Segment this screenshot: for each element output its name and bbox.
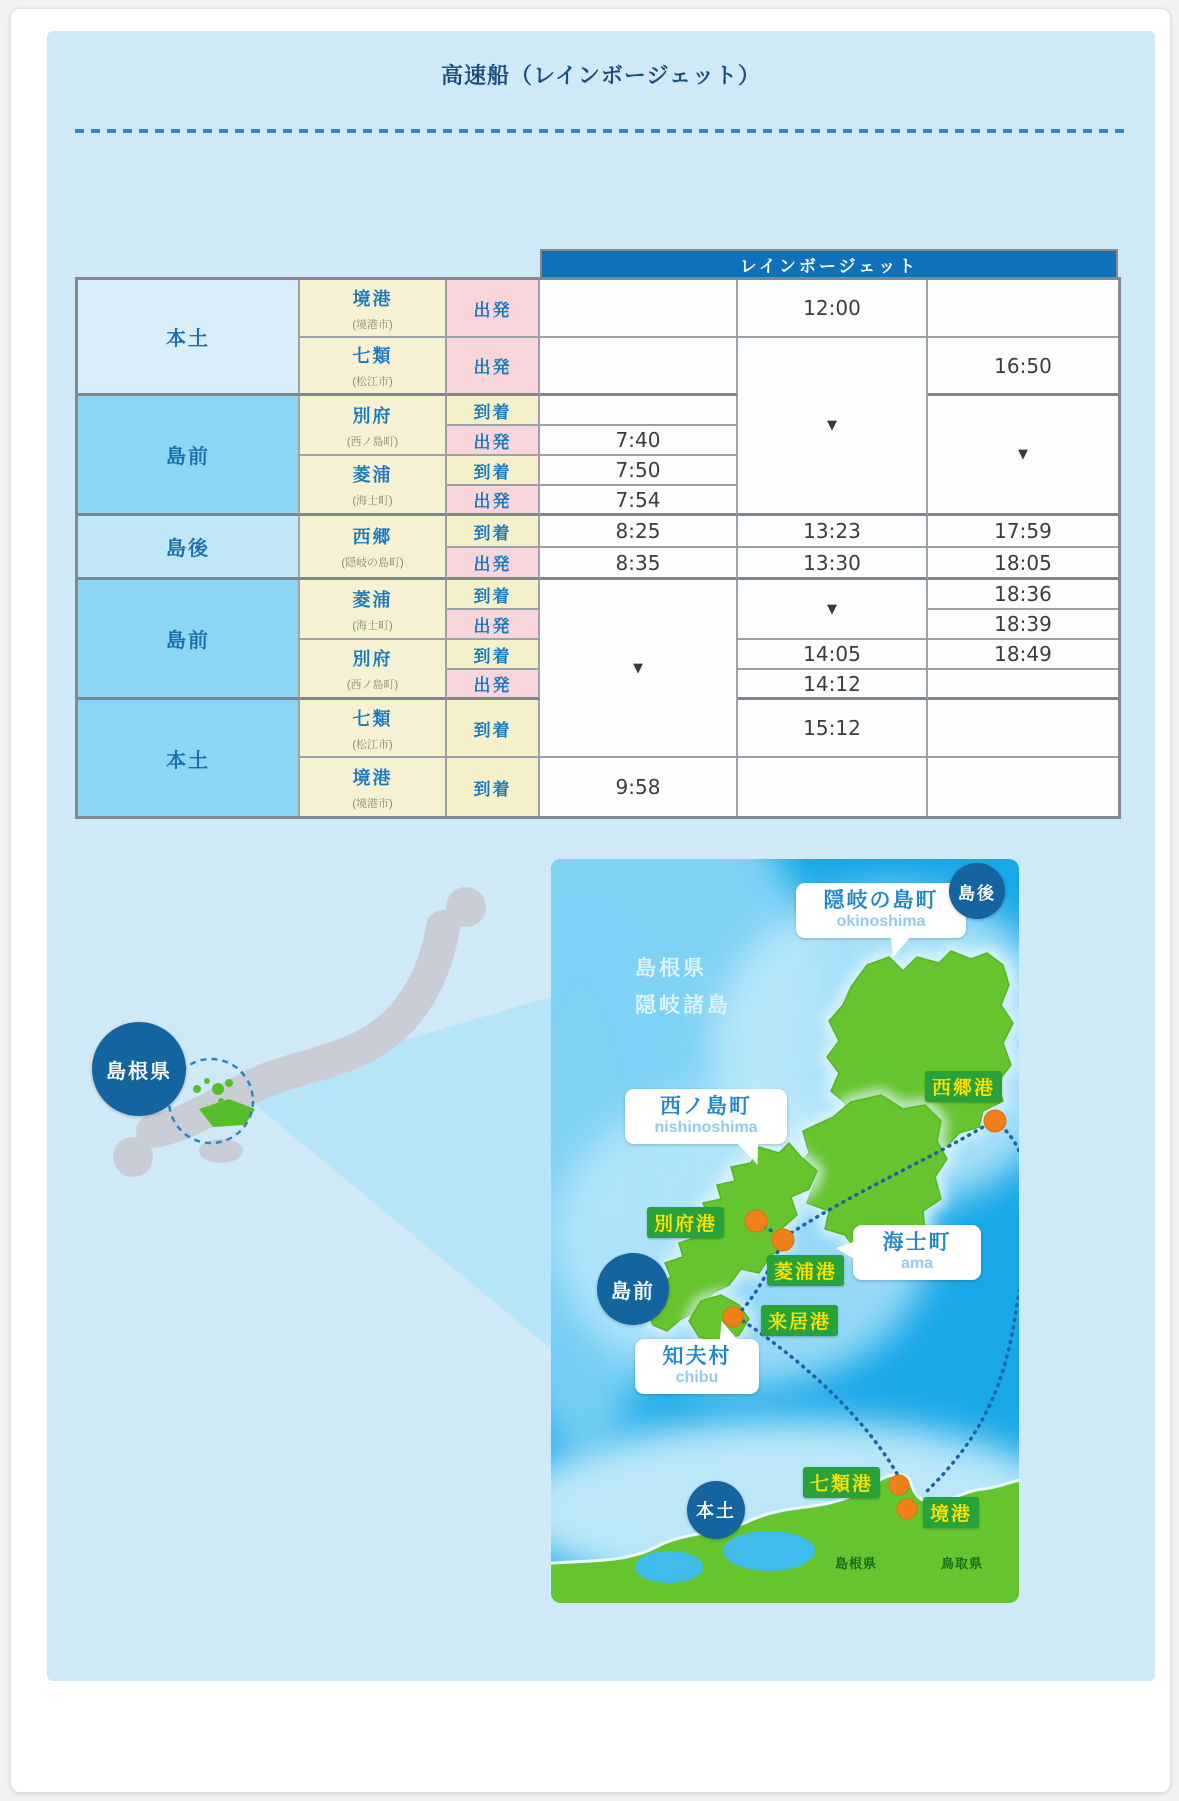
bubble-title: 隠岐の島町 (823, 889, 939, 912)
bubble-tail (836, 1241, 856, 1260)
port-label-kurii: 来居港 (761, 1305, 838, 1336)
oki-islands-map (551, 859, 1019, 1603)
time-trip1-beppu-dep: 7:40 (540, 426, 738, 456)
port-beppu-return (300, 640, 447, 700)
time-trip3-shichirui-dep: 16:50 (928, 338, 1118, 396)
badge-dozen: 島前 (597, 1253, 669, 1325)
port-name: 西郷 (352, 527, 393, 547)
time-trip1-saigo-dep: 8:35 (540, 548, 738, 580)
oki-islet (218, 1098, 224, 1104)
sea-label-oki-islands (635, 951, 731, 1025)
port-hishiura-outbound (300, 456, 447, 516)
port-name: 菱浦 (352, 465, 393, 485)
time-trip1-hishiura-arr: 7:50 (540, 456, 738, 486)
port-city: (松江市) (352, 376, 393, 388)
port-name: 境港 (352, 288, 393, 309)
sea-label-line1: 島根県 (635, 957, 707, 980)
bubble-title: 西ノ島町 (660, 1095, 752, 1118)
time-trip2-skip-arrow-1: ▼ (738, 338, 928, 516)
bubble-title: 知夫村 (662, 1345, 732, 1368)
label-dep: 出発 (447, 338, 540, 396)
label-dep: 出発 (447, 426, 540, 456)
label-dep: 出発 (447, 486, 540, 516)
bubble-sub: chibu (675, 1369, 719, 1387)
label-arr: 到着 (447, 516, 540, 548)
time-trip2-saigo-arr: 13:23 (738, 516, 928, 548)
time-trip3-hishiura-arr: 18:36 (928, 580, 1118, 610)
port-name: 別府 (352, 405, 393, 426)
oki-islet (212, 1083, 224, 1095)
bubble-chibu (635, 1339, 759, 1394)
region-dozen-top: 島前 (78, 396, 300, 516)
label-dep: 出発 (447, 610, 540, 640)
time-trip3-hishiura-dep: 18:39 (928, 610, 1118, 640)
dot-saigo-port (984, 1110, 1006, 1132)
label-arr: 到着 (447, 758, 540, 816)
time-trip1-saigo-arr: 8:25 (540, 516, 738, 548)
bubble-tail (737, 1138, 764, 1168)
japan-kyushu-silhouette (113, 1137, 153, 1177)
badge-hondo: 本土 (687, 1481, 745, 1539)
label-arr: 到着 (447, 700, 540, 758)
port-city: (隠岐の島町) (341, 557, 404, 569)
dashed-divider (75, 129, 1127, 133)
port-city: (西ノ島町) (346, 435, 399, 448)
zoom-beam (236, 997, 551, 1349)
japan-hokkaido-silhouette (446, 887, 486, 927)
label-arr: 到着 (447, 640, 540, 670)
region-dogo: 島後 (78, 516, 300, 580)
oki-islet (225, 1079, 233, 1087)
time-trip2-skip-arrow-2: ▼ (738, 580, 928, 640)
port-sakaiminato-arr (300, 758, 447, 816)
label-dep: 出発 (447, 670, 540, 700)
bubble-title: 海士町 (882, 1231, 952, 1254)
time-trip2-saigo-dep: 13:30 (738, 548, 928, 580)
port-city: (松江市) (352, 738, 393, 751)
port-saigo (300, 516, 447, 580)
time-trip3-shichirui-arr (928, 700, 1118, 758)
port-label-beppu: 別府港 (647, 1207, 724, 1238)
dot-sakaiminato-port (897, 1499, 917, 1519)
content-card (10, 8, 1171, 1793)
time-trip3-saigo-dep: 18:05 (928, 548, 1118, 580)
time-trip2-beppu-arr: 14:05 (738, 640, 928, 670)
page-title: 高速船（レインボージェット） (440, 63, 762, 88)
timetable-header: レインボージェット (540, 249, 1118, 277)
dot-beppu-port (745, 1210, 767, 1232)
region-hondo-top: 本土 (78, 280, 300, 396)
port-city: (海士町) (352, 495, 393, 507)
pref-label-tottori: 鳥取県 (941, 1556, 984, 1571)
time-trip1-sakai-dep (540, 280, 738, 338)
time-trip2-shichirui-arr: 15:12 (738, 700, 928, 758)
label-dep: 出発 (447, 548, 540, 580)
port-name: 別府 (352, 649, 393, 669)
port-shichirui-dep (300, 338, 447, 396)
label-arr: 到着 (447, 456, 540, 486)
port-city: (西ノ島町) (346, 679, 399, 691)
time-trip2-sakai-dep: 12:00 (738, 280, 928, 338)
lake-shinji (635, 1551, 703, 1583)
dot-shichirui-port (889, 1475, 909, 1495)
bubble-tail (717, 1319, 739, 1343)
badge-dogo: 島後 (949, 863, 1005, 919)
port-name: 菱浦 (352, 589, 393, 610)
bubble-sub: nishinoshima (654, 1119, 758, 1137)
port-hishiura-return (300, 580, 447, 640)
bubble-tail (886, 931, 912, 959)
port-label-sakaiminato: 境港 (923, 1497, 979, 1528)
time-trip3-saigo-arr: 17:59 (928, 516, 1118, 548)
port-label-shichirui: 七類港 (803, 1467, 880, 1498)
bubble-nishinoshima (625, 1089, 787, 1144)
time-trip1-sakai-arr: 9:58 (540, 758, 738, 816)
timetable (75, 277, 1121, 819)
bubble-sub: okinoshima (836, 913, 926, 931)
label-dep: 出発 (447, 280, 540, 338)
time-trip1-shichirui-dep (540, 338, 738, 396)
port-city: (境港市) (352, 318, 393, 331)
time-trip3-sakai-dep (928, 280, 1118, 338)
region-dozen-bottom: 島前 (78, 580, 300, 700)
port-name: 境港 (352, 767, 393, 788)
lake-nakaumi (723, 1531, 815, 1571)
pref-label-shimane: 島根県 (835, 1556, 878, 1571)
oki-islet (204, 1078, 210, 1084)
time-trip2-sakai-arr (738, 758, 928, 816)
time-trip1-hishiura-dep: 7:54 (540, 486, 738, 516)
label-arr: 到着 (447, 580, 540, 610)
port-label-saigo: 西郷港 (925, 1071, 1002, 1102)
port-beppu-outbound (300, 396, 447, 456)
port-city: (海士町) (352, 619, 393, 632)
time-trip3-sakai-arr (928, 758, 1118, 816)
label-arr: 到着 (447, 396, 540, 426)
port-name: 七類 (352, 708, 393, 729)
badge-shimane-pref: 島根県 (92, 1022, 186, 1116)
bubble-okinoshima (796, 883, 966, 938)
time-trip1-beppu-arr (540, 396, 738, 426)
port-city: (境港市) (352, 797, 393, 810)
bubble-sub: ama (900, 1255, 934, 1273)
japan-minimap (71, 879, 551, 1379)
dot-hishiura-port (772, 1229, 794, 1251)
port-label-hishiura: 菱浦港 (767, 1255, 844, 1286)
time-trip2-beppu-dep: 14:12 (738, 670, 928, 700)
sea-label-line2: 隠岐諸島 (635, 993, 731, 1017)
time-trip3-skip-arrow: ▼ (928, 396, 1118, 516)
port-shichirui-arr (300, 700, 447, 758)
port-sakaiminato-dep (300, 280, 447, 338)
bubble-ama (853, 1225, 981, 1280)
time-trip3-beppu-dep (928, 670, 1118, 700)
port-name: 七類 (352, 346, 393, 366)
time-trip3-beppu-arr: 18:49 (928, 640, 1118, 670)
oki-islet (193, 1085, 201, 1093)
time-trip1-skip-arrow: ▼ (540, 580, 738, 758)
region-hondo-bottom: 本土 (78, 700, 300, 816)
blue-panel (47, 31, 1155, 1681)
